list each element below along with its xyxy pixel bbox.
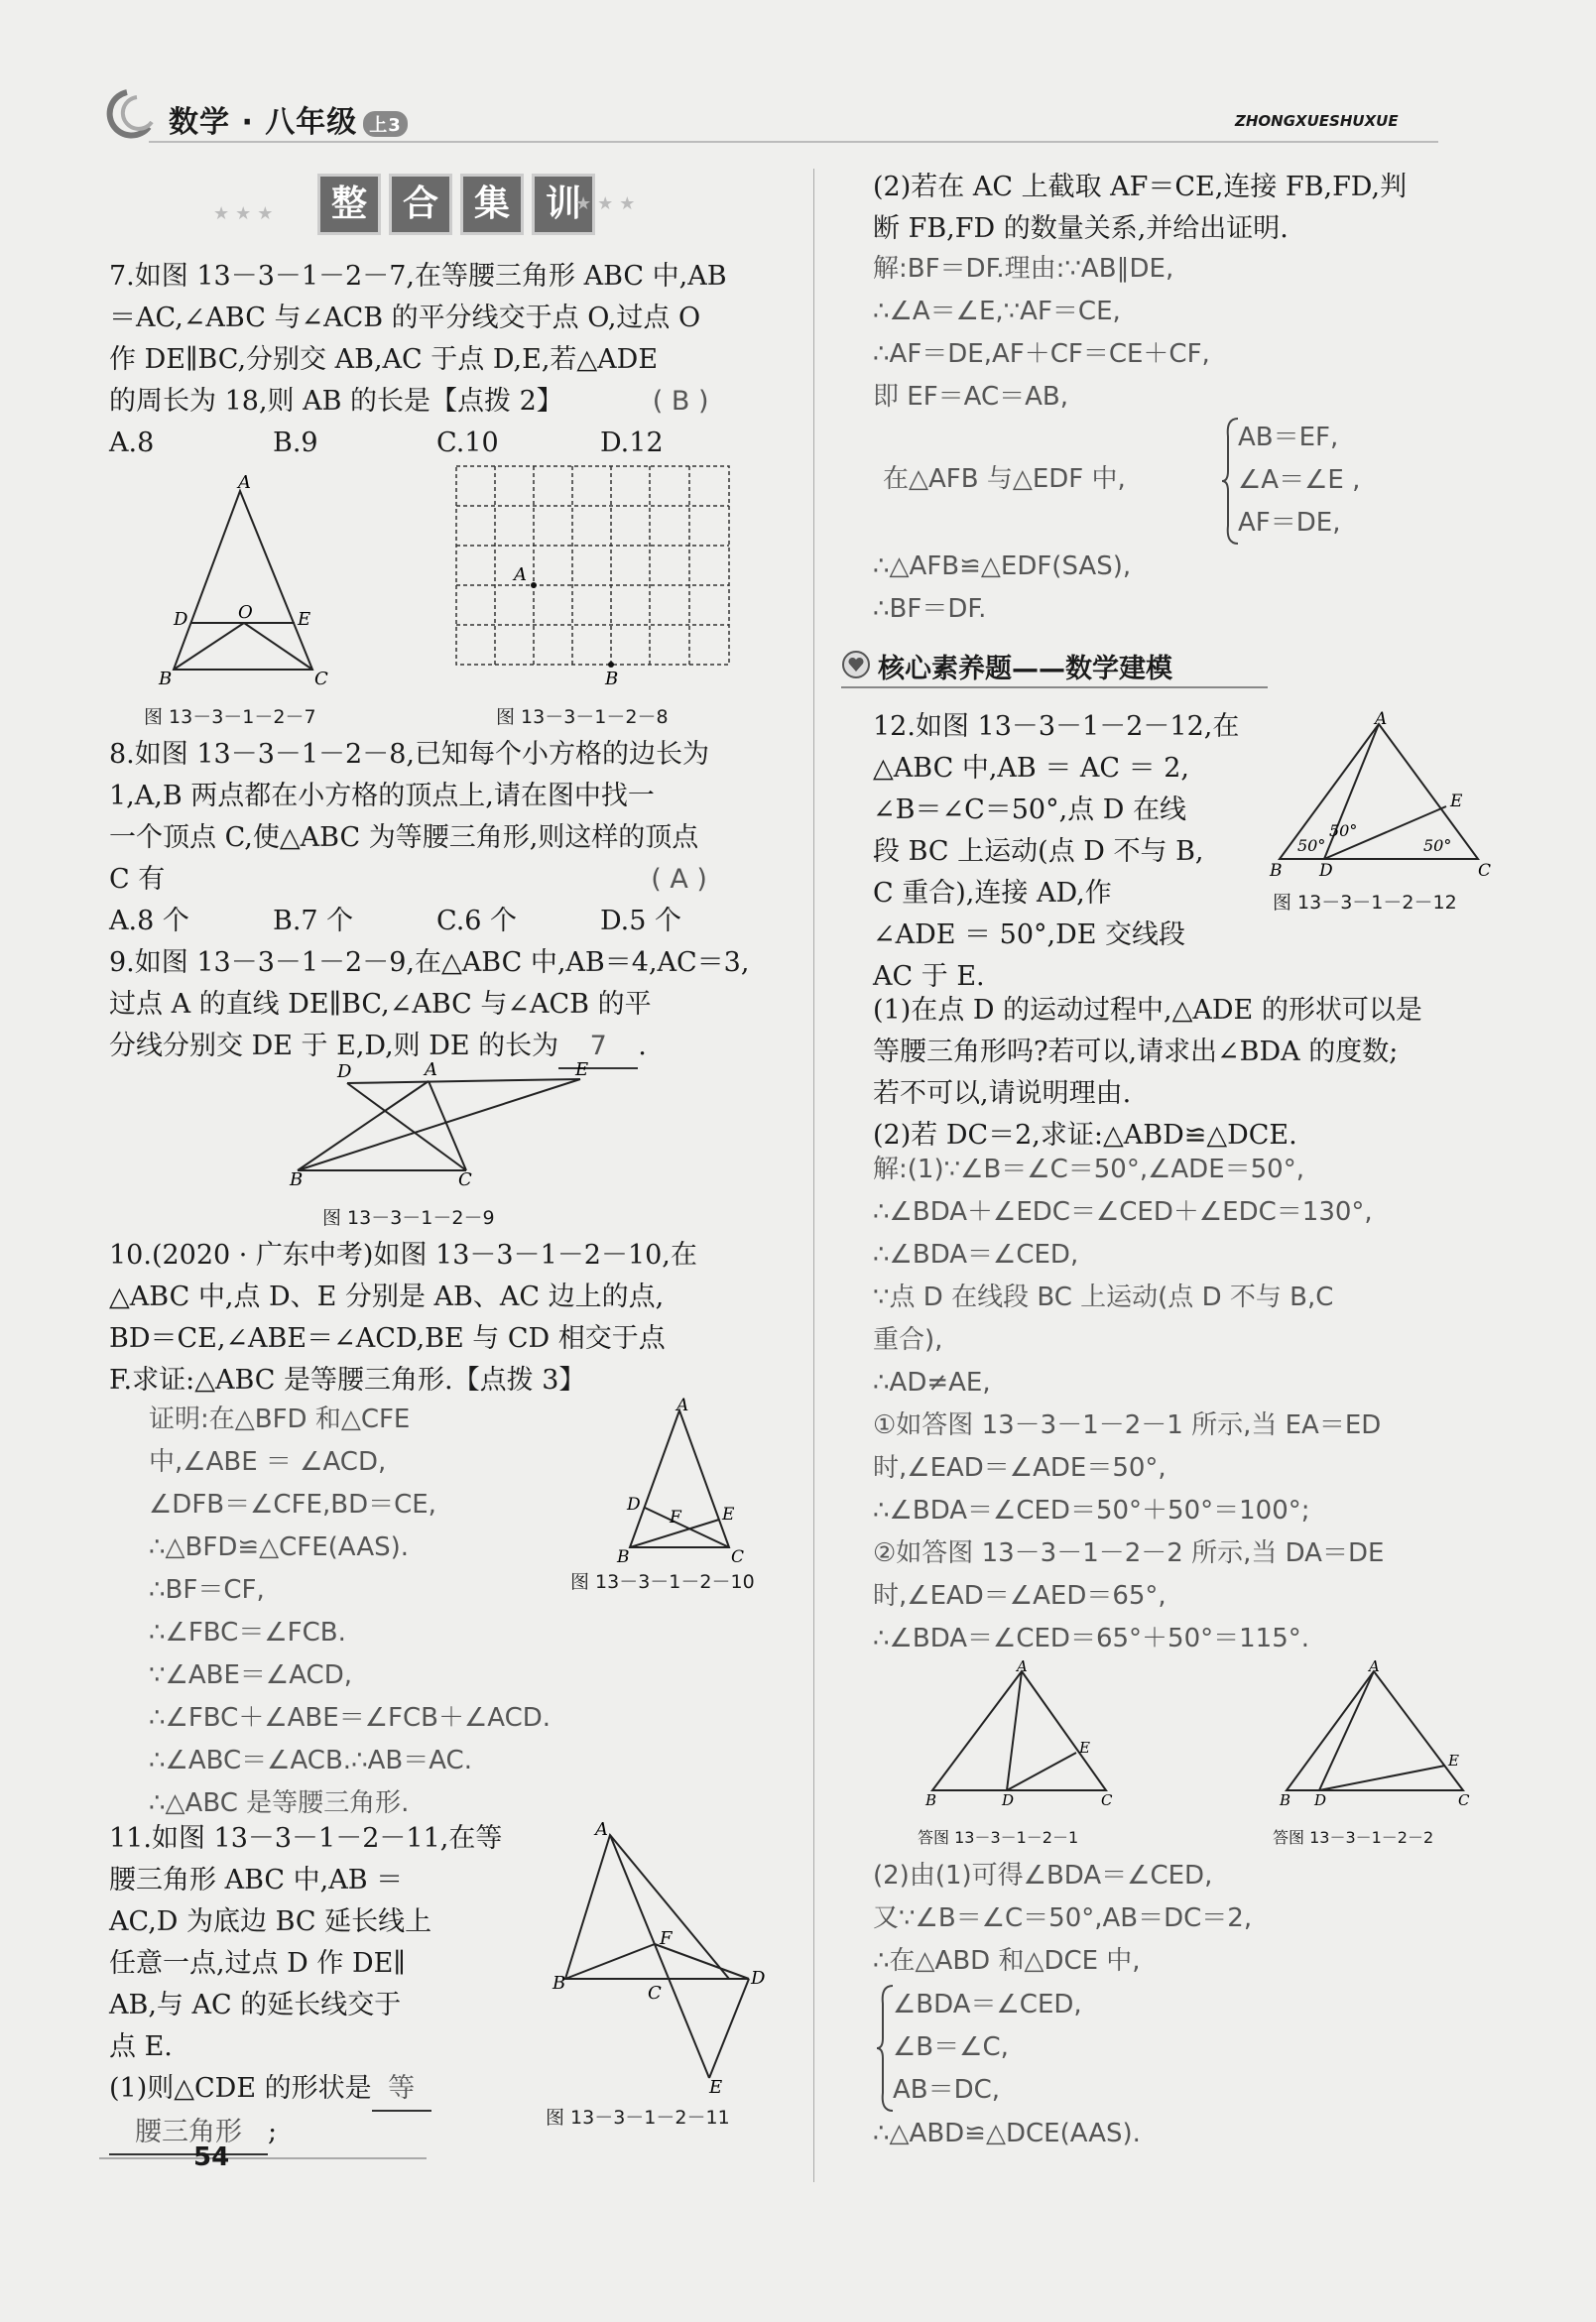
answer-figure-2 (1275, 1657, 1483, 1810)
question-text: (1)在点 D 的运动过程中,△ADE 的形状可以是 (873, 995, 1422, 1026)
figure-caption: 图 13－3－1－2－10 (570, 1571, 755, 1593)
solution-line: 时,∠EAD＝∠ADE＝50°, (873, 1453, 1166, 1483)
question-text: AC,D 为底边 BC 延长线上 (109, 1906, 432, 1937)
svg-text:50°: 50° (1297, 836, 1326, 855)
section-title: 核心素养题——数学建模 (878, 654, 1172, 684)
question-text: F.求证:△ABC 是等腰三角形.【点拨 3】 (109, 1365, 586, 1396)
svg-text:C: C (1478, 861, 1492, 881)
banner-char: 训 (532, 174, 595, 235)
answer-blank: 等 (372, 2068, 431, 2112)
solution-line: 解:BF＝DF.理由:∵AB∥DE, (873, 254, 1174, 284)
question-text: 一个顶点 C,使△ABC 为等腰三角形,则这样的顶点 (109, 822, 699, 853)
svg-text:A: A (1369, 1657, 1380, 1675)
solution-line: ∴在△ABD 和△DCE 中, (873, 1946, 1141, 1976)
svg-text:B: B (605, 669, 619, 689)
svg-text:C: C (648, 1983, 662, 2004)
conclusion: ∴△ABD≌△DCE(AAS). (873, 2119, 1141, 2148)
question-text: 1,A,B 两点都在小方格的顶点上,请在图中找一 (109, 781, 655, 811)
figure-8-grid (451, 461, 739, 689)
svg-text:50°: 50° (1423, 836, 1452, 855)
solution-line: 又∵∠B＝∠C＝50°,AB＝DC＝2, (873, 1903, 1253, 1933)
brace-icon (875, 1984, 895, 2113)
svg-text:C: C (458, 1169, 472, 1190)
svg-text:B: B (1270, 861, 1283, 881)
svg-text:C: C (1101, 1791, 1113, 1809)
svg-text:C: C (731, 1547, 745, 1567)
solution-line: ②如答图 13－3－1－2－2 所示,当 DA＝DE (873, 1538, 1385, 1568)
svg-text:E: E (1079, 1739, 1090, 1757)
solution-line: ①如答图 13－3－1－2－1 所示,当 EA＝ED (873, 1410, 1382, 1440)
solution-11 (873, 248, 1210, 419)
svg-text:A: A (1017, 1657, 1028, 1675)
svg-text:A: A (1375, 709, 1388, 729)
heart-icon (841, 650, 871, 679)
solution-line: 即 EF＝AC＝AB, (873, 382, 1069, 412)
proof-line: ∵∠ABE＝∠ACD, (149, 1660, 352, 1690)
question-text: 腰三角形 ; (109, 2112, 502, 2155)
options-row: A.8 个 B.7 个 C.6 个 D.5 个 (109, 906, 682, 936)
proof-line: ∴BF＝CF, (149, 1575, 265, 1605)
solution-12 (873, 1149, 1384, 1660)
solution-line: 时,∠EAD＝∠AED＝65°, (873, 1581, 1166, 1611)
banner-char: 集 (460, 174, 524, 235)
proof-line: ∴∠ABC＝∠ACB.∴AB＝AC. (149, 1746, 472, 1775)
footer-line (99, 2157, 427, 2159)
solution-line: ∵点 D 在线段 BC 上运动(点 D 不与 B,C (873, 1283, 1334, 1312)
solution-12-part-2 (873, 1855, 1252, 1983)
svg-text:E: E (1450, 792, 1463, 811)
solution-line: 重合), (873, 1325, 943, 1355)
svg-text:B: B (159, 669, 173, 689)
question-text: 段 BC 上运动(点 D 不与 B, (873, 836, 1204, 867)
figure-caption: 答图 13－3－1－2－1 (918, 1828, 1079, 1847)
question-text: 7.如图 13－3－1－2－7,在等腰三角形 ABC 中,AB (109, 261, 727, 292)
question-text: △ABC 中,点 D、E 分别是 AB、AC 边上的点, (109, 1282, 665, 1312)
svg-text:E: E (722, 1505, 735, 1525)
figure-10 (615, 1396, 745, 1567)
solution-line: ∴∠BDA＋∠EDC＝∠CED＋∠EDC＝130°, (873, 1197, 1373, 1227)
solution-line: ∴∠A＝∠E,∵AF＝CE, (873, 297, 1121, 326)
solution-line: (2)由(1)可得∠BDA＝∠CED, (873, 1861, 1213, 1891)
svg-text:E: E (575, 1059, 589, 1080)
answer: ( B ) (652, 386, 709, 417)
solution-line: ∴∠BDA＝∠CED＝65°＋50°＝115°. (873, 1624, 1310, 1653)
figure-11 (551, 1819, 766, 2098)
question-text: 过点 A 的直线 DE∥BC,∠ABC 与∠ACB 的平 (109, 989, 652, 1020)
answer-blank: 腰三角形 (109, 2112, 268, 2155)
header-right-text: ZHONGXUESHUXUE (1235, 112, 1399, 130)
question-text: 作 DE∥BC,分别交 AB,AC 于点 D,E,若△ADE (109, 344, 659, 375)
proof-line: ∴∠FBC＝∠FCB. (149, 1618, 346, 1648)
section-banner (317, 174, 603, 235)
svg-text:C: C (1458, 1791, 1470, 1809)
options-row: A.8 B.9 C.10 D.12 (109, 428, 664, 458)
answer-blank: 7 (558, 1026, 638, 1069)
question-text: 点 E. (109, 2031, 173, 2062)
proof-line: ∴△BFD≌△CFE(AAS). (149, 1532, 410, 1562)
svg-text:B: B (290, 1169, 304, 1190)
section-underline (841, 686, 1268, 688)
header-logo-icon (97, 87, 157, 137)
figure-caption: 图 13－3－1－2－12 (1273, 892, 1457, 914)
question-8 (109, 734, 709, 942)
svg-text:50°: 50° (1329, 821, 1358, 840)
question-text: ＝AC,∠ABC 与∠ACB 的平分线交于点 O,过点 O (109, 303, 701, 333)
question-text: BD＝CE,∠ABE＝∠ACD,BE 与 CD 相交于点 (109, 1323, 666, 1354)
question-text: 10.(2020 · 广东中考)如图 13－3－1－2－10,在 (109, 1240, 697, 1271)
figure-9 (288, 1059, 605, 1190)
solution-line: ∴BF＝DF. (873, 594, 987, 624)
page-number: 54 (193, 2142, 230, 2172)
solution-11-end (873, 546, 1131, 631)
svg-text:D: D (1002, 1791, 1015, 1809)
figure-caption: 答图 13－3－1－2－2 (1273, 1828, 1434, 1847)
banner-char: 合 (389, 174, 452, 235)
banner-char: 整 (317, 174, 381, 235)
solution-line: ∴AD≠AE, (873, 1368, 991, 1398)
brace-line: ∠B＝∠C, (893, 2032, 1009, 2062)
question-12 (873, 706, 1239, 998)
question-text: 断 FB,FD 的数量关系,并给出证明. (873, 213, 1289, 244)
header-badge: 上3 (363, 111, 408, 137)
svg-text:A: A (238, 472, 251, 493)
proof-line: ∴∠FBC＋∠ABE＝∠FCB＋∠ACD. (149, 1703, 552, 1733)
proof-line: ∠DFB＝∠CFE,BD＝CE, (149, 1490, 436, 1520)
question-text: 的周长为 18,则 AB 的长是【点拨 2】 ( B ) (109, 386, 709, 417)
question-text: 分线分别交 DE 于 E,D,则 DE 的长为 7 . (109, 1026, 749, 1069)
brace-line: AB＝DC, (893, 2075, 1001, 2105)
brace-system (1238, 417, 1360, 545)
column-divider (813, 169, 814, 2182)
header-divider (149, 141, 1438, 143)
question-text: (2)若 DC＝2,求证:△ABD≌△DCE. (873, 1120, 1297, 1151)
svg-text:D: D (174, 609, 188, 630)
question-text: 等腰三角形吗?若可以,请求出∠BDA 的度数; (873, 1037, 1399, 1067)
proof-line: 证明:在△BFD 和△CFE (149, 1405, 411, 1434)
svg-text:A: A (595, 1819, 608, 1840)
svg-text:D: D (1314, 1791, 1327, 1809)
question-text: 腰三角形 ABC 中,AB ＝ (109, 1865, 404, 1895)
brace-intro: 在△AFB 与△EDF 中, (883, 464, 1126, 494)
question-text: (2)若在 AC 上截取 AF＝CE,连接 FB,FD,判 (873, 172, 1408, 202)
question-12-parts (873, 990, 1422, 1157)
question-text: 任意一点,过点 D 作 DE∥ (109, 1948, 406, 1979)
svg-text:A: A (676, 1396, 689, 1415)
svg-text:B: B (925, 1791, 937, 1809)
svg-text:A: A (425, 1059, 437, 1080)
question-text: C 有 ( A ) (109, 864, 707, 895)
banner-stars-left: ★★★ (213, 203, 280, 224)
proof-line: ∴△ABC 是等腰三角形. (149, 1788, 410, 1818)
svg-text:D: D (627, 1495, 641, 1515)
svg-text:C: C (314, 669, 328, 689)
svg-text:D: D (1319, 861, 1333, 881)
solution-line: 解:(1)∵∠B＝∠C＝50°,∠ADE＝50°, (873, 1155, 1304, 1184)
question-text: ∠ADE ＝ 50°,DE 交线段 (873, 919, 1186, 950)
brace-line: ∠BDA＝∠CED, (893, 1990, 1082, 2019)
question-text: 11.如图 13－3－1－2－11,在等 (109, 1823, 503, 1854)
figure-12 (1270, 709, 1492, 881)
question-text: △ABC 中,AB ＝ AC ＝ 2, (873, 753, 1190, 784)
proof-line: 中,∠ABE ＝ ∠ACD, (149, 1447, 387, 1477)
question-text: ∠B＝∠C＝50°,点 D 在线 (873, 794, 1186, 825)
question-text: 12.如图 13－3－1－2－12,在 (873, 711, 1240, 742)
svg-text:E: E (1448, 1752, 1459, 1770)
brace-line: AF＝DE, (1238, 508, 1341, 538)
svg-text:B: B (552, 1973, 566, 1994)
svg-text:B: B (1280, 1791, 1291, 1809)
svg-text:D: D (751, 1968, 766, 1989)
banner-stars-right: ★★★ (575, 193, 642, 214)
solution-line: ∴∠BDA＝∠CED, (873, 1240, 1079, 1270)
svg-text:E: E (709, 2077, 723, 2098)
figure-caption: 图 13－3－1－2－7 (144, 706, 316, 728)
question-text: 8.如图 13－3－1－2－8,已知每个小方格的边长为 (109, 739, 709, 770)
solution-line: ∴△AFB≌△EDF(SAS), (873, 551, 1132, 581)
question-text: 9.如图 13－3－1－2－9,在△ABC 中,AB＝4,AC＝3, (109, 947, 750, 978)
question-10 (109, 1235, 697, 1402)
answer-figure-1 (918, 1657, 1116, 1810)
svg-text:D: D (337, 1061, 352, 1082)
brace-icon (1220, 417, 1240, 546)
svg-text:O: O (238, 602, 253, 623)
header-title: 数学 · 八年级 上3 (169, 97, 408, 141)
brace-line: ∠A＝∠E , (1238, 465, 1361, 495)
brace-system (893, 1984, 1082, 2112)
figure-caption: 图 13－3－1－2－11 (546, 2107, 730, 2129)
question-9 (109, 942, 749, 1069)
question-text: AC 于 E. (873, 961, 985, 992)
answer: ( A ) (651, 864, 707, 895)
svg-text:F: F (670, 1508, 681, 1528)
svg-text:A: A (514, 564, 527, 585)
proof-10 (149, 1399, 551, 1825)
question-11-part-2 (873, 167, 1407, 250)
question-text: C 重合),连接 AD,作 (873, 878, 1112, 909)
figure-caption: 图 13－3－1－2－9 (322, 1207, 495, 1229)
brace-line: AB＝EF, (1238, 423, 1339, 452)
question-7 (109, 256, 727, 464)
svg-text:B: B (617, 1547, 630, 1567)
figure-7 (159, 472, 328, 689)
question-text: 若不可以,请说明理由. (873, 1078, 1132, 1109)
figure-caption: 图 13－3－1－2－8 (496, 706, 669, 728)
question-text: AB,与 AC 的延长线交于 (109, 1990, 402, 2020)
svg-text:F: F (660, 1928, 673, 1949)
svg-text:E: E (298, 609, 311, 630)
solution-line: ∴AF＝DE,AF＋CF＝CE＋CF, (873, 339, 1210, 369)
solution-line: ∴∠BDA＝∠CED＝50°＋50°＝100°; (873, 1496, 1310, 1526)
question-text: (1)则△CDE 的形状是 等 (109, 2068, 502, 2112)
question-11 (109, 1818, 502, 2155)
